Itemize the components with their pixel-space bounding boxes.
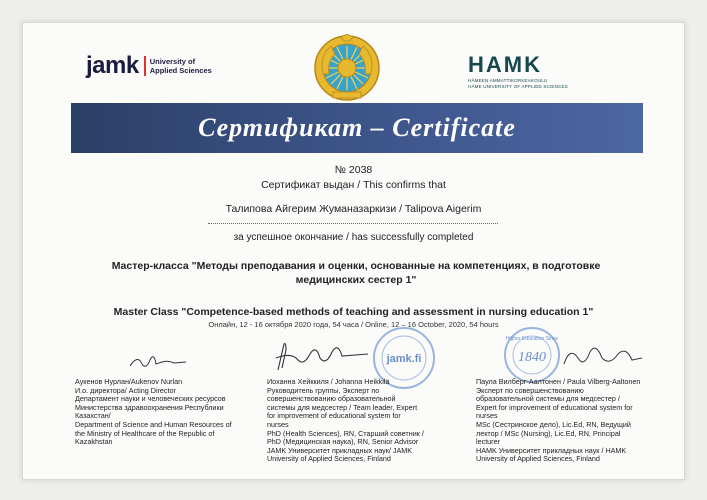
- signatory-line: Министерства здравоохранения Республики: [75, 402, 224, 412]
- signatory-line: Казахстан/: [75, 411, 111, 421]
- master-class-title-en: Master Class "Competence-based methods of teaching and assessment in nursing education 1": [113, 306, 594, 318]
- completed-text: за успешное окончание / has successfully completed: [233, 232, 474, 243]
- signatory-line: PhD (Health Sciences), RN, Старший советник /: [267, 428, 424, 438]
- signatory-line: Департамент науки и человеческих ресурсов: [75, 394, 226, 404]
- hamk-stamp-top-text: Higher Education Since: [505, 336, 559, 342]
- signatory-heikkila: [267, 378, 442, 464]
- signatory-line: MSc (Сестринское дело), Lic.Ed, RN, Ведущий: [476, 419, 631, 429]
- signatory-line: Аукенов Нурлан/Aukenov Nurlan: [75, 377, 183, 386]
- hamk-logo: [468, 52, 568, 89]
- signatory-line: HAMK Университет прикладных наук / HAMK: [476, 445, 627, 455]
- recipient-name: Талипова Айгерим Жуманазаркизи / Talipova Aigerim: [225, 203, 482, 215]
- signatory-line: Kazakhstan: [75, 437, 113, 447]
- course-dates: Онлайн, 12 - 16 октября 2020 года, 54 часа / Online, 12 – 16 October, 2020, 54 hours: [208, 320, 499, 329]
- signature-heikkila: [272, 340, 372, 372]
- hamk-sub-line1: HÄMEEN AMMATTIKORKEAKOULU: [468, 78, 548, 83]
- signatory-line: nurses: [476, 411, 498, 421]
- signatory-line: Паула Вилберг-Аалтонен / Paula Vilberg-Aaltonen: [476, 377, 641, 386]
- jamk-logo-word: jamk: [86, 52, 139, 79]
- signatory-line: for improvement of educational system for: [267, 411, 401, 421]
- signatory-line: Руководитель группы, Эксперт по: [267, 385, 380, 395]
- signatory-vilberg-aaltonen: [476, 378, 646, 464]
- state-emblem-icon: [313, 34, 381, 102]
- signatory-line: PhD (Медицинская наука), RN, Senior Advisor: [267, 437, 419, 447]
- signatory-line: Expert for improvement of educational system for: [476, 402, 633, 412]
- name-underline: [208, 223, 498, 224]
- signatory-line: University of Applied Sciences, Finland: [476, 454, 600, 464]
- signatory-line: University of Applied Sciences, Finland: [267, 454, 391, 464]
- signatory-line: Эксперт по совершенствованию: [476, 385, 584, 395]
- certificate-number: № 2038: [334, 164, 373, 176]
- signatory-line: lecturer: [476, 437, 500, 447]
- hamk-stamp-year: 1840: [518, 350, 546, 365]
- confirms-text: Сертификат выдан / This confirms that: [261, 179, 446, 191]
- signatory-line: И.о. директора/ Acting Director: [75, 385, 176, 395]
- signatory-line: JAMK Университет прикладных наук/ JAMK: [267, 445, 413, 455]
- signatory-line: лектор / MSc (Nursing), Lic.Ed, RN, Principal: [476, 428, 621, 438]
- hamk-sub-line2: HÄME UNIVERSITY OF APPLIED SCIENCES: [468, 83, 568, 89]
- signatory-line: the Ministry of Healthcare of the Republic of: [75, 428, 215, 438]
- hamk-logo-word: HAMK: [468, 52, 542, 77]
- master-class-title-ru: Мастер-класса "Методы преподавания и оценки, основанные на компетенциях, в подготовке медицинских сестер 1": [111, 260, 601, 286]
- jamk-logo: [86, 52, 212, 80]
- hamk-stamp-icon: [503, 326, 561, 384]
- jamk-sub-line1: University of: [149, 57, 196, 66]
- signatory-line: Department of Science and Human Resources of: [75, 419, 232, 429]
- jamk-logo-divider: [144, 56, 146, 76]
- certificate-title: Сертификат – Certificate: [198, 113, 516, 142]
- jamk-sub-line2: Applied Sciences: [149, 66, 212, 75]
- jamk-stamp-text: jamk.fi: [386, 353, 422, 365]
- jamk-logo-subtitle: [150, 57, 212, 75]
- signatory-line: образовательной системы для медсестер /: [476, 394, 620, 404]
- signatory-aukenov: [75, 378, 245, 447]
- signatory-line: системы для медсестер / Team leader, Expert: [267, 402, 418, 412]
- signatory-line: совершенствованию образовательной: [267, 394, 396, 404]
- signatory-line: Иоханна Хейккиля / Johanna Heikkilä: [267, 377, 390, 386]
- signature-aukenov: [128, 350, 188, 372]
- certificate-banner: [71, 103, 643, 153]
- signature-vilberg-aaltonen: [560, 340, 645, 372]
- signatory-line: nurses: [267, 419, 289, 429]
